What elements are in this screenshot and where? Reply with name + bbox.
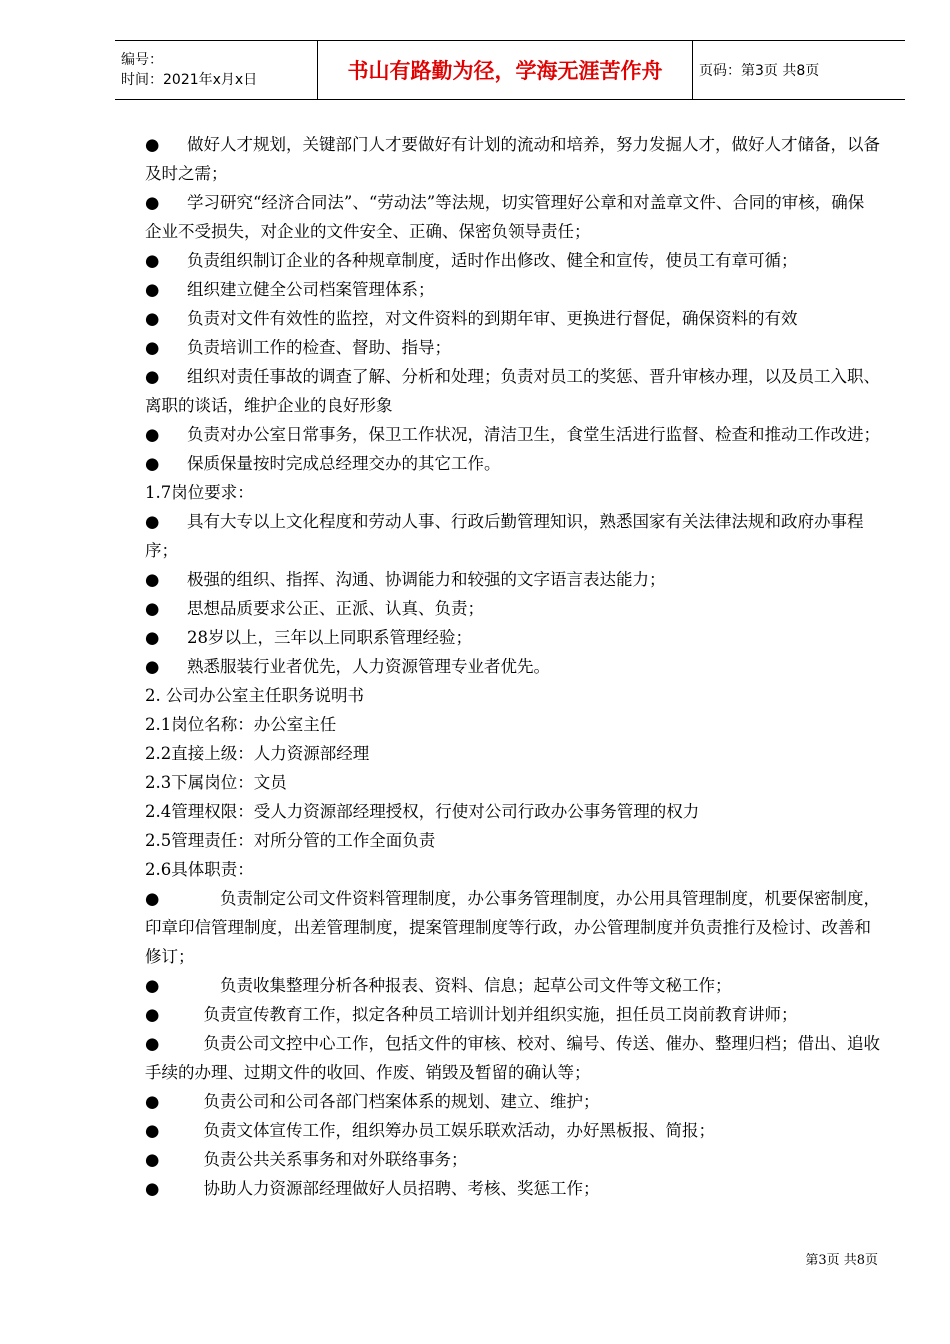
header-meta	[115, 41, 318, 100]
paragraph-text: 2.1岗位名称：办公室主任	[145, 715, 337, 734]
bullet-icon: ●	[145, 657, 160, 676]
bullet-icon: ●	[145, 280, 160, 299]
paragraph	[145, 826, 880, 855]
bullet-paragraph	[145, 884, 880, 971]
page-footer: 第3页 共8页	[805, 1253, 878, 1268]
paragraph	[145, 739, 880, 768]
bullet-icon: ●	[145, 367, 160, 386]
bullet-icon: ●	[145, 309, 160, 328]
paragraph-text: 具有大专以上文化程度和劳动人事、行政后勤管理知识，熟悉国家有关法律法规和政府办事程序；	[145, 512, 864, 560]
paragraph-text: 负责对办公室日常事务，保卫工作状况，清洁卫生，食堂生活进行监督、检查和推动工作改进；	[187, 425, 880, 444]
paragraph	[145, 710, 880, 739]
bullet-paragraph	[145, 1174, 880, 1203]
bullet-paragraph	[145, 130, 880, 188]
paragraph	[145, 768, 880, 797]
page-header	[115, 40, 905, 100]
bullet-paragraph	[145, 652, 880, 681]
bullet-icon: ●	[145, 570, 160, 589]
bullet-icon: ●	[145, 338, 160, 357]
paragraph-text: 组织对责任事故的调查了解、分析和处理；负责对员工的奖惩、晋升审核办理，以及员工入职、离职的谈话，维护企业的良好形象	[145, 367, 880, 415]
bullet-icon: ●	[145, 251, 160, 270]
paragraph-text: 学习研究“经济合同法”、“劳动法”等法规，切实管理好公章和对盖章文件、合同的审核，确保企业不受损失，对企业的文件安全、正确、保密负领导责任；	[145, 193, 865, 241]
bullet-icon: ●	[145, 454, 160, 473]
bullet-icon: ●	[145, 1121, 160, 1140]
paragraph-text: 思想品质要求公正、正派、认真、负责；	[187, 599, 484, 618]
bullet-paragraph	[145, 1000, 880, 1029]
paragraph-text: 保质保量按时完成总经理交办的其它工作。	[187, 454, 501, 473]
paragraph-text: 极强的组织、指挥、沟通、协调能力和较强的文字语言表达能力；	[187, 570, 666, 589]
bullet-paragraph	[145, 420, 880, 449]
paragraph-text: 熟悉服装行业者优先，人力资源管理专业者优先。	[187, 657, 550, 676]
paragraph-text: 负责公共关系事务和对外联络事务；	[187, 1150, 468, 1169]
bullet-icon: ●	[145, 1150, 160, 1169]
motto: 书山有路勤为径，学海无涯苦作舟	[318, 41, 693, 100]
bullet-paragraph	[145, 1087, 880, 1116]
bullet-icon: ●	[145, 1034, 160, 1053]
paragraph-text: 做好人才规划，关键部门人才要做好有计划的流动和培养，努力发掘人才，做好人才储备，以备及时之需；	[145, 135, 880, 183]
paragraph-text: 负责制定公司文件资料管理制度，办公事务管理制度，办公用具管理制度，机要保密制度，印章印信管理制度，出差管理制度，提案管理制度等行政，办公管理制度并负责推行及检讨、改善和修订；	[145, 889, 880, 966]
paragraph-text: 负责宣传教育工作，拟定各种员工培训计划并组织实施，担任员工岗前教育讲师；	[187, 1005, 798, 1024]
bullet-paragraph	[145, 449, 880, 478]
bullet-paragraph	[145, 507, 880, 565]
paragraph-text: 负责收集整理分析各种报表、资料、信息；起草公司文件等文秘工作；	[187, 976, 732, 995]
bullet-icon: ●	[145, 1005, 160, 1024]
paragraph	[145, 681, 880, 710]
paragraph	[145, 797, 880, 826]
document-body	[145, 130, 880, 1203]
paragraph-text: 协助人力资源部经理做好人员招聘、考核、奖惩工作；	[187, 1179, 600, 1198]
time-line: 时间：2021年x月x日	[121, 72, 258, 88]
paragraph-text: 负责组织制订企业的各种规章制度，适时作出修改、健全和宣传，使员工有章可循；	[187, 251, 798, 270]
paragraph	[145, 855, 880, 884]
page-info: 页码：第3页 共8页	[693, 41, 906, 100]
bullet-paragraph	[145, 362, 880, 420]
bullet-paragraph	[145, 275, 880, 304]
paragraph-text: 2.2直接上级：人力资源部经理	[145, 744, 370, 763]
paragraph	[145, 478, 880, 507]
bullet-icon: ●	[145, 599, 160, 618]
paragraph-text: 2.5管理责任：对所分管的工作全面负责	[145, 831, 436, 850]
paragraph-text: 负责文体宣传工作，组织筹办员工娱乐联欢活动，办好黑板报、简报；	[187, 1121, 715, 1140]
bullet-paragraph	[145, 333, 880, 362]
bullet-paragraph	[145, 1029, 880, 1087]
bullet-paragraph	[145, 1116, 880, 1145]
code-label: 编号：	[121, 52, 163, 68]
bullet-paragraph	[145, 623, 880, 652]
bullet-paragraph	[145, 594, 880, 623]
paragraph-text: 28岁以上，三年以上同职系管理经验；	[187, 628, 472, 647]
paragraph-text: 2. 公司办公室主任职务说明书	[145, 686, 364, 705]
paragraph-text: 负责对文件有效性的监控，对文件资料的到期年审、更换进行督促，确保资料的有效	[187, 309, 798, 328]
bullet-icon: ●	[145, 193, 160, 212]
paragraph-text: 2.6具体职责：	[145, 860, 254, 879]
bullet-icon: ●	[145, 628, 160, 647]
bullet-icon: ●	[145, 425, 160, 444]
bullet-icon: ●	[145, 976, 160, 995]
paragraph-text: 负责培训工作的检查、督助、指导；	[187, 338, 451, 357]
bullet-paragraph	[145, 1145, 880, 1174]
paragraph-text: 组织建立健全公司档案管理体系；	[187, 280, 435, 299]
bullet-icon: ●	[145, 512, 160, 531]
paragraph-text: 负责公司和公司各部门档案体系的规划、建立、维护；	[187, 1092, 600, 1111]
bullet-icon: ●	[145, 1179, 160, 1198]
bullet-paragraph	[145, 304, 880, 333]
bullet-paragraph	[145, 246, 880, 275]
bullet-icon: ●	[145, 135, 160, 154]
paragraph-text: 2.4管理权限：受人力资源部经理授权，行使对公司行政办公事务管理的权力	[145, 802, 700, 821]
paragraph-text: 2.3下属岗位：文员	[145, 773, 287, 792]
paragraph-text: 负责公司文控中心工作，包括文件的审核、校对、编号、传送、催办、整理归档；借出、追收手续的办理、过期文件的收回、作废、销毁及暂留的确认等；	[145, 1034, 880, 1082]
bullet-paragraph	[145, 971, 880, 1000]
bullet-icon: ●	[145, 889, 160, 908]
bullet-paragraph	[145, 565, 880, 594]
bullet-icon: ●	[145, 1092, 160, 1111]
paragraph-text: 1.7岗位要求：	[145, 483, 254, 502]
bullet-paragraph	[145, 188, 880, 246]
